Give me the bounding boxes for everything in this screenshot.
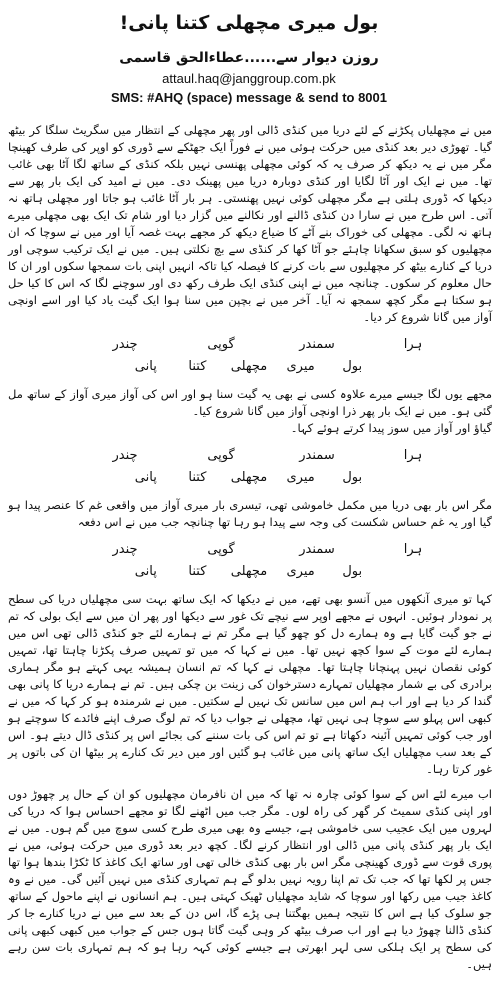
poem-word: مچھلی <box>230 564 268 579</box>
paragraph-2: مجھے یوں لگا جیسے میرے علاوہ کسی نے بھی یہ گیت سنا ہو اور اس کی آواز میری آواز کے ساتھ مل گئی ہو۔ میں نے ایک بار پھر ذرا اونچی آواز میں گانا شروع کیا۔ <box>8 387 492 418</box>
poem-word: میری <box>286 470 315 485</box>
column-byline: روزن دیوار سے......عطاءالحق قاسمی <box>119 50 379 66</box>
poem-word: سمندر <box>299 448 335 463</box>
poem-word: بول <box>342 359 363 374</box>
poem-word: ہرا <box>403 448 423 463</box>
poem-word: چندر <box>112 542 138 557</box>
poem-line-2 <box>0 356 498 378</box>
poem-word: سمندر <box>299 337 335 352</box>
poem-word: کتنا <box>188 564 207 579</box>
poem-verse-2 <box>0 445 498 489</box>
poem-line-2 <box>0 467 498 489</box>
poem-verse-3 <box>0 539 498 583</box>
poem-word: مچھلی <box>230 470 268 485</box>
poem-word: گوپی <box>207 448 235 463</box>
poem-word: پانی <box>134 359 157 374</box>
poem-word: کتنا <box>188 470 207 485</box>
poem-word: بول <box>342 564 363 579</box>
poem-word: مچھلی <box>230 359 268 374</box>
poem-word: پانی <box>134 564 157 579</box>
poem-word: سمندر <box>299 542 335 557</box>
poem-word: پانی <box>134 470 157 485</box>
poem-line-2 <box>0 561 498 583</box>
article-title: بول میری مچھلی کتنا پانی! <box>119 12 379 34</box>
paragraph-6: اب میرے لئے اس کے سوا کوئی چارہ نہ تھا کہ میں ان نافرمان مچھلیوں کو ان کے حال پر چھوڑ دوں اور اپنی کنڈی سمیٹ کر گھر کی راہ لوں۔ مگر جب میں اٹھنے لگا تو مجھے احساس ہوا کہ دریا کی لہروں میں ایک عجیب سی خاموشی ہے، جیسے وہ بھی میری طرح کسی سوچ میں گم ہوں۔ میں نے ایک بار پھر کنڈی پانی میں ڈالی اور انتظار کرنے لگا۔ کچھ دیر بعد ڈوری میں حرکت ہوئی، میں نے پوری قوت سے ڈوری کھینچی مگر اس بار بھی کنڈی خالی تھی اور ساتھ ایک کاغذ کا ٹکڑا بندھا ہوا تھا جس پر لکھا تھا کہ جب تک تم اپنا رویہ نہیں بدلو گے ہم تمہاری کنڈی میں نہیں آئیں گی۔ میں نے وہ کاغذ جیب میں رکھا اور سوچا کہ شاید مچھلیاں ٹھیک کہتی ہیں۔ ہم انسانوں نے اپنے ماحول کے ساتھ جو سلوک کیا ہے اس کا نتیجہ ہمیں بھگتنا ہی پڑے گا، اس دن کے بعد سے میں نے دریا کنارے جا کر کنڈی ڈالنا چھوڑ دیا ہے اور اب صرف بیٹھ کر وہی گیت گاتا ہوں جس کے جواب میں کبھی کبھی پانی کی سطح پر ایک ہلکی سی لہر ابھرتی ہے جیسے کوئی کہہ رہا ہو کہ ہم تمہاری بات سن رہے ہیں۔ <box>8 787 492 971</box>
poem-word: کتنا <box>188 359 207 374</box>
paragraph-1: میں نے مچھلیاں پکڑنے کے لئے دریا میں کنڈی ڈالی اور پھر مچھلی کے انتظار میں سگریٹ سلگا کر بیٹھ گیا۔ تھوڑی دیر بعد کنڈی میں حرکت ہوئی میں نے فوراً ایک جھٹکے سے ڈوری کو اوپر کی طرف کھینچا مگر میں نے یہ دیکھ کر صرف یہ کہ کوئی مچھلی پھنسی نہیں بلکہ کنڈی کے ساتھ لگا آٹا بھی غائب تھا۔ میں نے ایک اور آٹا لگایا اور کنڈی دوبارہ دریا میں پھینک دی۔ میں نے امید کی ایک بار پھر سے دیکھا کہ ڈوری ہلتی ہے مگر مچھلی کوئی نہیں پھنستی۔ ہر بار آٹا غائب ہو جاتا اور مچھلی ہاتھ نہ آتی۔ اس طرح میں نے سارا دن کنڈی ڈالنے اور نکالنے میں گزار دیا اور شام تک ایک بھی مچھلی میرے ہاتھ نہ لگی۔ مچھلی کی خوراک بنے آٹے کا ضیاع دیکھ کر مجھے بہت غصہ آیا اور میں نے سوچا کہ ان مچھلیوں کو سبق سکھانا چاہئے جو آٹا کھا کر کنڈی سے بچ نکلتی ہیں۔ میں نے ایک ترکیب سوچی اور دریا کے کنارے بیٹھ کر مچھلیوں سے بات کرنے کا فیصلہ کیا تاکہ انہیں اپنی بات سمجھا سکوں اور ان کا حال معلوم کر سکوں۔ چنانچہ میں نے اپنی کنڈی ایک طرف رکھ دی اور سوچنے لگا کہ اس کا کیا حل ہو سکتا ہے مگر کچھ سمجھ نہ آیا۔ آخر میں نے بچپن میں سنا ہوا ایک گیت یاد کیا اور اسے اونچی آواز میں گانا شروع کر دیا۔ <box>8 123 492 324</box>
poem-word: میری <box>286 359 315 374</box>
poem-word: ہرا <box>403 337 423 352</box>
poem-word: میری <box>286 564 315 579</box>
poem-line-1 <box>0 539 498 561</box>
poem-word: گوپی <box>207 337 235 352</box>
paragraph-3: گیاؤ اور آواز میں سوز پیدا کرتے ہوئے کہا۔ <box>290 421 492 435</box>
poem-word: ہرا <box>403 542 423 557</box>
sms-line: SMS: #AHQ (space) message & send to 8001 <box>111 90 387 105</box>
poem-line-1 <box>0 334 498 356</box>
paragraph-5: کہا تو میری آنکھوں میں آنسو بھی تھے، میں نے دیکھا کہ ایک ساتھ بہت سی مچھلیاں دریا کی سطح پر نمودار ہوئیں۔ انہوں نے مجھے اوپر سے نیچے تک غور سے دیکھا اور پھر ان میں سے ایک بولی کہ تم نے جو گیت گایا ہے وہ ہمارے دل کو چھو گیا ہے مگر تم نے ہمارے لئے جو کنڈی ڈالی تھی اس میں ہمارے لئے موت کے سوا کچھ نہیں تھا۔ میں نے کہا کہ میں تو تمہیں صرف پکڑنا چاہتا تھا، تمہیں کوئی نقصان نہیں پہنچانا چاہتا تھا۔ مچھلی نے کہا کہ تم انسان ہمیشہ یہی کہتے ہو مگر ہماری برادری کی بے شمار مچھلیاں تمہارے دسترخوان کی زینت بن چکی ہیں۔ تم نے ہمارے دریا کا پانی بھی گندا کر دیا ہے اور اب ہم اس میں سانس تک نہیں لے سکتیں۔ میں نے شرمندہ ہو کر کہا کہ میں نے کبھی اس پہلو سے سوچا ہی نہیں تھا، مچھلی نے جواب دیا کہ تم لوگ صرف اپنے فائدے کا سوچتے ہو اور جب کوئی تمہیں آئینہ دکھاتا ہے تو تم اس کی بات سننے کی بجائے اس پر کنڈی ڈال دیتے ہو۔ اس کے بعد سب مچھلیاں ایک ساتھ پانی میں غائب ہو گئیں اور میں دیر تک کنارے پر بیٹھا ان کی باتوں پر غور کرتا رہا۔ <box>8 592 492 776</box>
poem-word: گوپی <box>207 542 235 557</box>
author-email: attaul.haq@janggroup.com.pk <box>162 71 336 86</box>
poem-line-1 <box>0 445 498 467</box>
poem-word: چندر <box>112 448 138 463</box>
poem-word: بول <box>342 470 363 485</box>
poem-word: چندر <box>112 337 138 352</box>
paragraph-4: مگر اس بار بھی دریا میں مکمل خاموشی تھی، تیسری بار میری آواز میں واقعی غم کا عنصر پیدا ہو گیا اور یہ غم حساس شکست کی وجہ سے پیدا ہو رہا تھا چنانچہ جب میں نے اس دفعہ <box>8 498 492 529</box>
poem-verse-1 <box>0 334 498 378</box>
